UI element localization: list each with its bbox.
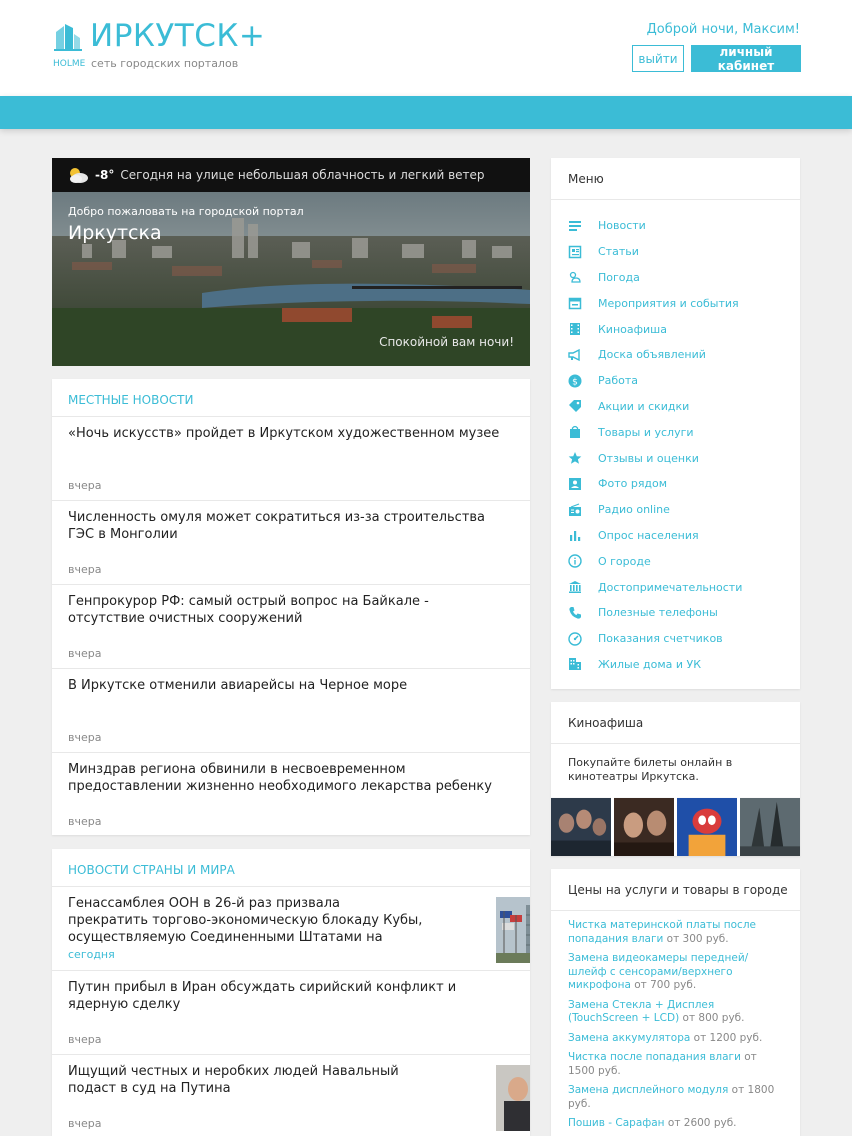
price-item [568, 919, 783, 946]
menu-item-label: Акции и скидки [598, 399, 690, 413]
hero-banner [52, 158, 530, 366]
article-icon [568, 245, 582, 259]
cabinet-button[interactable]: личный кабинет [691, 45, 801, 72]
price-item [568, 952, 783, 993]
news-date: вчера [68, 647, 102, 660]
price-service-link[interactable]: Пошив - Сарафан [568, 1117, 665, 1129]
news-date: вчера [68, 563, 102, 576]
menu-item-articles[interactable] [551, 239, 800, 265]
price-item [568, 1051, 783, 1078]
price-value: от 2600 руб. [667, 1117, 737, 1129]
building-logo-icon[interactable] [54, 22, 82, 52]
news-title[interactable]: «Ночь искусств» пройдет в Иркутском художественном музее [68, 426, 500, 441]
phone-icon [568, 606, 582, 620]
un-building-thumbnail[interactable] [496, 897, 530, 963]
weather-temperature: -8° [95, 168, 115, 182]
news-date: вчера [68, 479, 102, 492]
user-greeting: Доброй ночи, Максим! [646, 22, 800, 37]
menu-item-label: Опрос населения [598, 528, 699, 542]
menu-item-housing[interactable] [551, 652, 800, 678]
logo-title[interactable]: ИРКУТСК+ [90, 18, 266, 54]
news-item[interactable] [52, 585, 530, 669]
news-title[interactable]: Минздрав региона обвинили в несвоевременном предоставлении жизненно необходимого лекарства ребенку [68, 762, 492, 794]
star-icon [568, 451, 582, 465]
prices-title: Цены на услуги и товары в городе [551, 869, 800, 911]
news-date: сегодня [68, 948, 115, 961]
price-service-link[interactable]: Замена аккумулятора [568, 1031, 691, 1044]
weather-description: Сегодня на улице небольшая облачность и легкий ветер [120, 168, 485, 182]
menu-item-photos[interactable] [551, 471, 800, 497]
calendar-icon [568, 296, 582, 310]
world-news-title[interactable]: НОВОСТИ СТРАНЫ И МИРА [52, 849, 530, 887]
logo-subtitle: сеть городских порталов [91, 57, 239, 70]
price-value: от 700 руб. [634, 979, 697, 991]
radio-icon [568, 503, 582, 517]
price-value: от 1500 руб. [568, 1051, 757, 1077]
menu-item-label: Показания счетчиков [598, 632, 723, 646]
menu-item-goods[interactable] [551, 419, 800, 445]
museum-icon [568, 580, 582, 594]
menu-item-label: Мероприятия и события [598, 296, 739, 310]
menu-item-label: Работа [598, 374, 639, 388]
kino-card [551, 702, 800, 856]
header-band [0, 96, 852, 129]
menu-title: Меню [551, 158, 800, 200]
movie-poster[interactable] [551, 797, 611, 856]
news-title[interactable]: Генассамблея ООН в 26-й раз призвала прекратить торгово-экономическую блокаду Кубы, осуществляемую Соединенными Штатами на [68, 896, 423, 945]
shopping-bag-icon [568, 425, 582, 439]
menu-item-label: Достопримечательности [598, 580, 743, 594]
price-item [568, 1117, 783, 1131]
price-service-link[interactable]: Замена видеокамеры передней/шлейф с сенсорами/верхнего микрофона [568, 952, 749, 991]
news-item[interactable] [52, 417, 530, 501]
news-title[interactable]: Численность омуля может сократиться из-за строительства ГЭС в Монголии [68, 510, 486, 542]
dollar-icon [568, 374, 582, 388]
news-date: вчера [68, 815, 102, 828]
news-lines-icon [568, 219, 582, 233]
menu-item-meters[interactable] [551, 626, 800, 652]
local-news-title[interactable]: МЕСТНЫЕ НОВОСТИ [52, 379, 530, 417]
news-item[interactable] [52, 669, 530, 753]
local-news-card [52, 379, 530, 835]
price-value: от 300 руб. [666, 932, 729, 945]
menu-item-news[interactable] [551, 213, 800, 239]
news-date: вчера [68, 731, 102, 744]
menu-card [551, 158, 800, 689]
megaphone-icon [568, 348, 582, 362]
menu-item-label: Киноафиша [598, 322, 667, 336]
info-icon [568, 554, 582, 568]
menu-item-label: Товары и услуги [598, 425, 694, 439]
movie-posters [551, 797, 800, 856]
partly-cloudy-icon [67, 166, 89, 184]
news-title[interactable]: Ищущий честных и неробких людей Навальный подаст в суд на Путина [68, 1064, 399, 1096]
menu-item-label: Фото рядом [598, 477, 668, 491]
price-service-link[interactable]: Замена Стекла + Дисплея (TouchScreen + LCD) [568, 998, 715, 1024]
news-item[interactable] [52, 501, 530, 585]
price-service-link[interactable]: Замена дисплейного модуля [568, 1084, 729, 1096]
gauge-icon [568, 632, 582, 646]
movie-poster[interactable] [677, 797, 737, 856]
movie-poster[interactable] [614, 797, 674, 856]
price-item [568, 1032, 783, 1046]
menu-item-label: Жилые дома и УК [598, 657, 702, 671]
discount-icon [568, 399, 582, 413]
news-item[interactable] [52, 753, 530, 835]
price-value: от 1200 руб. [693, 1031, 763, 1044]
menu-item-discounts[interactable] [551, 394, 800, 420]
menu-item-kino[interactable] [551, 316, 800, 342]
film-icon [568, 322, 582, 336]
svg-text:$: $ [572, 377, 578, 388]
news-item[interactable] [52, 887, 530, 971]
menu-item-board[interactable] [551, 342, 800, 368]
hero-city: Иркутска [68, 222, 162, 244]
menu-item-phones[interactable] [551, 600, 800, 626]
menu-item-radio[interactable] [551, 497, 800, 523]
menu-item-label: О городе [598, 554, 651, 568]
price-item [568, 1084, 783, 1111]
price-value: от 800 руб. [682, 1012, 745, 1024]
kino-description: Покупайте билеты онлайн в кинотеатры Иркутска. [568, 756, 733, 783]
photo-icon [568, 477, 582, 491]
news-date: вчера [68, 1033, 102, 1046]
bar-chart-icon [568, 528, 582, 542]
news-title[interactable]: В Иркутске отменили авиарейсы на Черное море [68, 678, 408, 693]
logo-brand: HOLME [53, 59, 86, 69]
news-title[interactable]: Путин прибыл в Иран обсуждать сирийский конфликт и ядерную сделку [68, 980, 457, 1012]
menu-item-reviews[interactable] [551, 445, 800, 471]
menu-item-sights[interactable] [551, 574, 800, 600]
politicians-photo-thumbnail[interactable] [496, 1065, 530, 1131]
price-value: от 1800 руб. [568, 1084, 775, 1110]
news-date: вчера [68, 1117, 102, 1130]
menu-item-label: Радио online [598, 503, 670, 517]
menu-item-jobs[interactable] [551, 368, 800, 394]
hero-welcome: Добро пожаловать на городской портал [68, 205, 304, 218]
menu-item-label: Полезные телефоны [598, 606, 718, 620]
menu-item-label: Отзывы и оценки [598, 451, 699, 465]
menu-item-weather[interactable] [551, 265, 800, 291]
price-list [551, 911, 800, 1131]
site-header [0, 0, 852, 96]
menu-item-events[interactable] [551, 290, 800, 316]
hero-night-message: Спокойной вам ночи! [379, 335, 514, 349]
menu-item-label: Новости [598, 219, 646, 233]
menu-item-survey[interactable] [551, 523, 800, 549]
price-item [568, 999, 783, 1026]
weather-icon [568, 270, 582, 284]
news-item[interactable] [52, 971, 530, 1055]
news-title[interactable]: Генпрокурор РФ: самый острый вопрос на Байкале - отсутствие очистных сооружений [68, 594, 429, 626]
menu-item-label: Доска объявлений [598, 348, 706, 362]
prices-card [551, 869, 800, 1136]
menu-list [551, 200, 800, 677]
building-icon [568, 657, 582, 671]
menu-item-label: Погода [598, 270, 640, 284]
logout-button[interactable]: выйти [632, 45, 684, 72]
world-news-card [52, 849, 530, 1136]
menu-item-label: Статьи [598, 245, 639, 259]
price-service-link[interactable]: Чистка материнской платы после попадания влаги [568, 919, 757, 945]
menu-item-about[interactable] [551, 548, 800, 574]
news-item[interactable] [52, 1055, 530, 1136]
kino-title[interactable]: Киноафиша [551, 702, 800, 744]
weather-bar [52, 158, 530, 192]
movie-poster[interactable] [740, 797, 800, 856]
price-service-link[interactable]: Чистка после попадания влаги [568, 1051, 741, 1063]
